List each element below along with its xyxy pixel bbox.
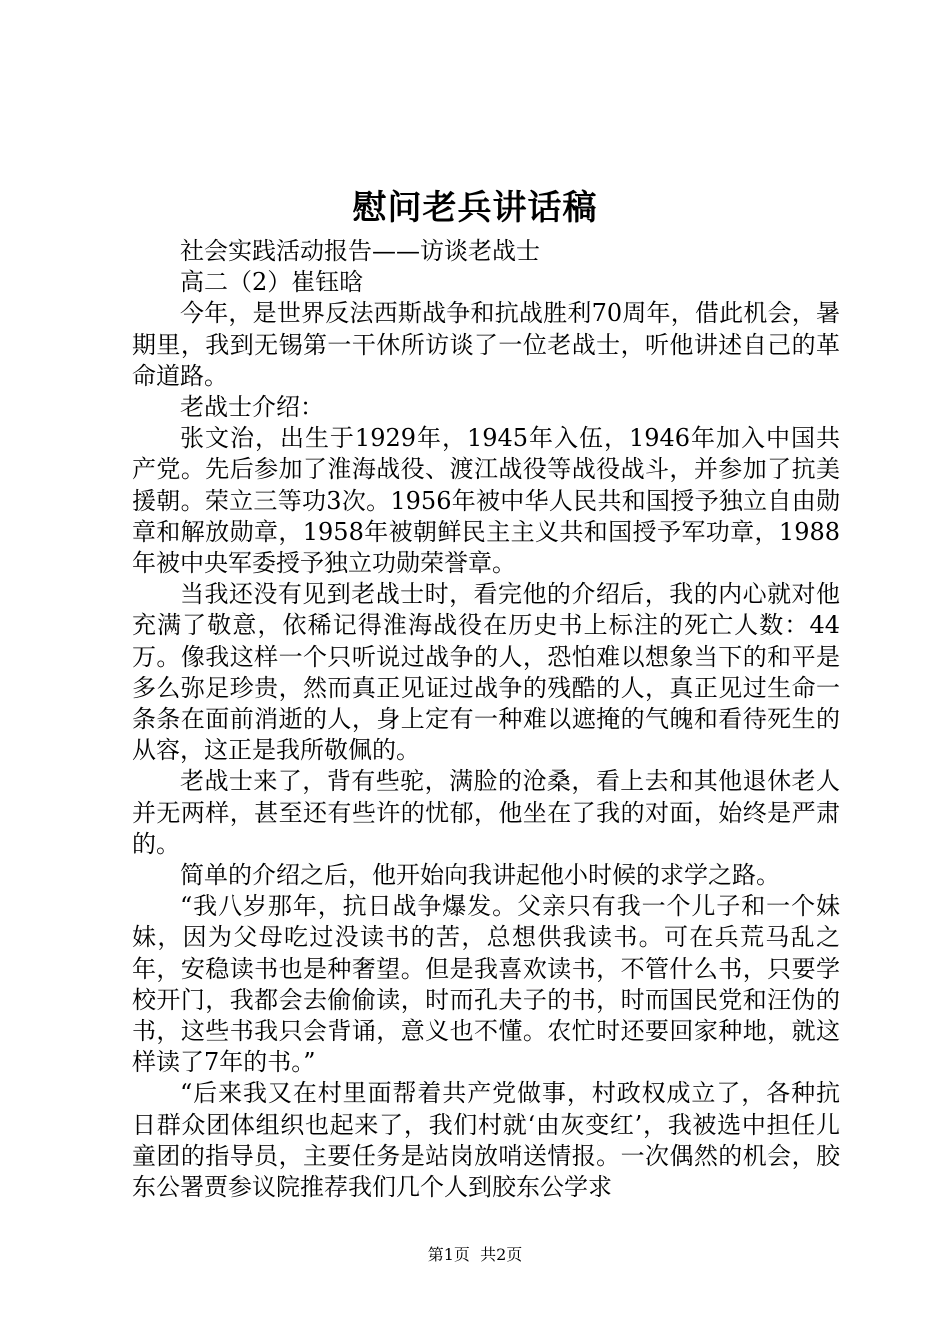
document-body	[132, 236, 840, 1203]
paragraph-transition: 简单的介绍之后，他开始向我讲起他小时候的求学之路。	[180, 861, 780, 890]
paragraph-childhood-quote: “我八岁那年，抗日战争爆发。父亲只有我一个儿子和一个妹妹，因为父母吃过没读书的苦，总想供我读书。可在兵荒马乱之年，安稳读书也是种奢望。但是我喜欢读书，不管什么书，只要学校开门，我都会去偷偷读，时而孔夫子的书，时而国民党和汪伪的书，这些书我只会背诵，意义也不懂。农忙时还要回家种地，就这样读了7年的书。”	[132, 892, 840, 1077]
paragraph-meeting: 老战士来了，背有些驼，满脸的沧桑，看上去和其他退休老人并无两样，甚至还有些许的忧郁，他坐在了我的对面，始终是严肃的。	[132, 767, 840, 858]
document-title: 慰问老兵讲话稿	[352, 188, 598, 228]
page-number: 第1页	[427, 1245, 470, 1264]
paragraph-intro: 今年，是世界反法西斯战争和抗战胜利70周年，借此机会，暑期里，我到无锡第一干休所访谈了一位老战士，听他讲述自己的革命道路。	[132, 299, 840, 390]
footer-spacer	[470, 1245, 480, 1264]
paragraph-later-quote: “后来我又在村里面帮着共产党做事，村政权成立了，各种抗日群众团体组织也起来了，我们村就‘由灰变红’，我被选中担任儿童团的指导员，主要任务是站岗放哨送情报。一次偶然的机会，胶东公署贾参议院推荐我们几个人到胶东公学求	[132, 1079, 840, 1202]
paragraph-report-heading: 社会实践活动报告——访谈老战士	[180, 237, 540, 265]
paragraph-veteran-heading: 老战士介绍：	[180, 393, 324, 422]
page-footer	[0, 1244, 950, 1266]
page-total: 共2页	[480, 1245, 523, 1264]
paragraph-author: 高二（2）崔钰晗	[180, 268, 364, 297]
paragraph-impression: 当我还没有见到老战士时，看完他的介绍后，我的内心就对他充满了敬意，依稀记得淮海战役在历史书上标注的死亡人数：44万。像我这样一个只听说过战争的人，恐怕难以想象当下的和平是多么弥足珍贵，然而真正见证过战争的残酷的人，真正见过生命一条条在面前消逝的人，身上定有一种难以遮掩的气魄和看待死生的从容，这正是我所敬佩的。	[132, 580, 840, 765]
paragraph-veteran-bio: 张文治，出生于1929年，1945年入伍，1946年加入中国共产党。先后参加了淮海战役、渡江战役等战役战斗，并参加了抗美援朝。荣立三等功3次。1956年被中华人民共和国授予独立自由勋章和解放勋章，1958年被朝鲜民主主义共和国授予军功章，1988年被中央军委授予独立功勋荣誉章。	[132, 424, 840, 578]
